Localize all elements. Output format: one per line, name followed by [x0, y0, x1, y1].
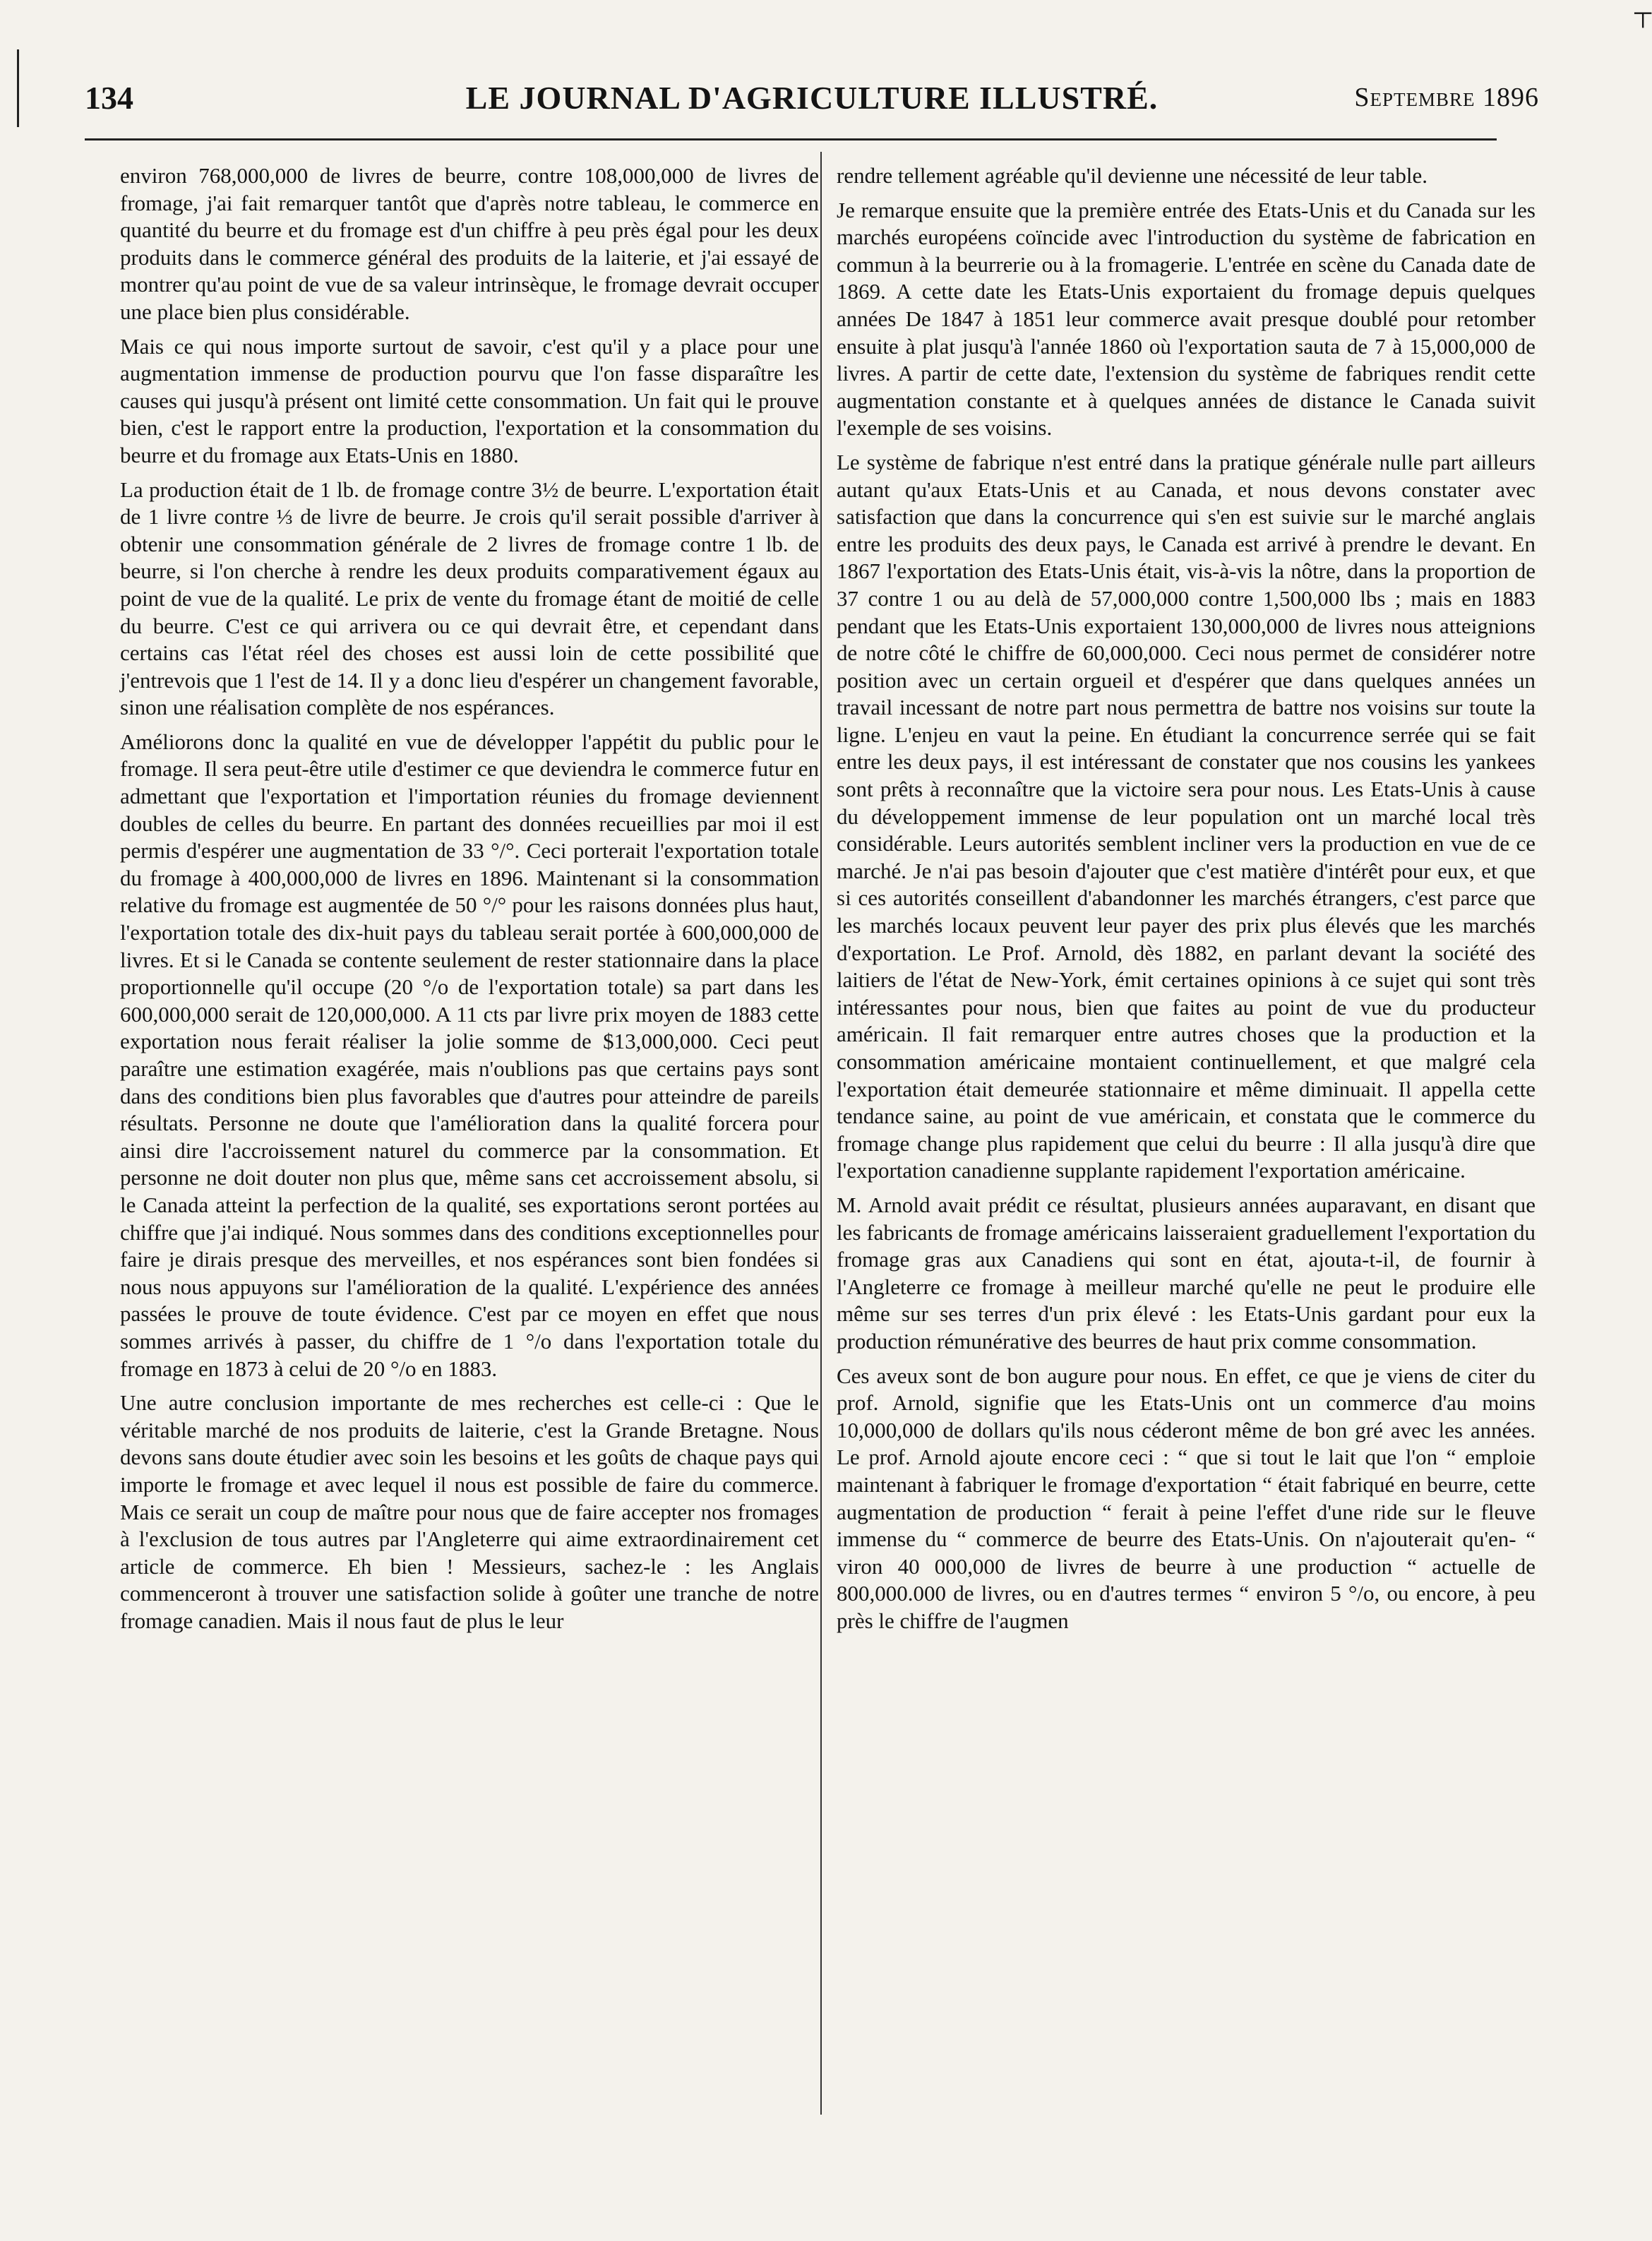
paragraph: Mais ce qui nous importe surtout de savoir, c'est qu'il y a place pour une augmentation immense de production pourvu que l'on fasse disparaître les causes qui jusqu'à présent ont limité cette consommation. Un fait qui le prouve bien, c'est le rapport entre la production, l'exportation et la consommation du beurre et du fromage aux Etats-Unis en 1880.: [120, 333, 819, 467]
paragraph: M. Arnold avait prédit ce résultat, plusieurs années auparavant, en disant que les fabricants de fromage américains laisseraient graduellement l'exportation du fromage gras aux Canadiens qui sont en état, ajouta-t-il, de fournir à l'Angleterre ce fromage à meilleur marché qu'elle ne peut le produire elle même sur ses terres d'un prix élevé : les Etats-Unis gardant pour eux la production rémunérative des beurres de haut prix comme consommation.: [837, 1192, 1536, 1353]
paragraph: environ 768,000,000 de livres de beurre, contre 108,000,000 de livres de fromage, j'ai fait remarquer tantôt que d'après notre tableau, le commerce en quantité du beurre et du fromage est d'un chiffre à peu près égal pour les deux produits dans le commerce général des produits de la laiterie, et j'ai essayé de montrer qu'au point de vue de sa valeur intrinsèque, le fromage devrait occuper une place bien plus considérable.: [120, 163, 819, 324]
scan-corner-mark: ┬: [1634, 0, 1652, 26]
header-rule: [85, 138, 1497, 141]
paragraph: Ces aveux sont de bon augure pour nous. En effet, ce que je viens de citer du prof. Arnold, signifie que les Etats-Unis ont un commerce d'au moins 10,000,000 de dollars qu'ils nous céderont même de bon gré avec les années. Le prof. Arnold ajoute encore ceci : “ que si tout le lait que l'on “ emploie maintenant à fabriquer le fromage d'exportation “ était fabriqué en beurre, cette augmentation de production “ ferait à peine l'effet d'une ride sur le fleuve immense du “ commerce de beurre des Etats-Unis. On n'ajouterait qu'en- “ viron 40 000,000 de livres de beurre à une production “ actuelle de 800,000.000 de livres, ou en d'autres termes “ environ 5 °/o, ou encore, à peu près le chiffre de l'augmen: [837, 1363, 1536, 1633]
paragraph: Le système de fabrique n'est entré dans la pratique générale nulle part ailleurs autant qu'aux Etats-Unis et au Canada, et nous devons constater avec satisfaction que dans la concurrence qui s'en est suivie sur le marché anglais entre les produits des deux pays, le Canada est arrivé à prendre le devant. En 1867 l'exportation des Etats-Unis était, vis-à-vis la nôtre, dans la proportion de 37 contre 1 ou au delà de 57,000,000 contre 1,500,000 lbs ; mais en 1883 pendant que les Etats-Unis exportaient 130,000,000 de livres nous atteignions de notre côté le chiffre de 60,000,000. Ceci nous permet de considérer notre position avec un certain orgueil et d'espérer que dans quelques années un travail incessant de notre part nous permettra de battre nos voisins sur toute la ligne. L'enjeu en vaut la peine. En étudiant la concurrence serrée qui se fait entre les deux pays, il est intéressant de constater que nos cousins les yankees sont prêts à reconnaître que la victoire sera pour nous. Les Etats-Unis à cause du développement immense de leur population ont un marché local très considérable. Leurs autorités semblent incliner vers la production en vue de ce marché. Je n'ai pas besoin d'ajouter que c'est matière d'intérêt pour eux, et que si ces autorités conseillent d'abandonner les marchés étrangers, c'est parce que les marchés locaux peuvent leur payer des prix plus élevés que les marchés d'exportation. Le Prof. Arnold, dès 1882, en parlant devant la société des laitiers de l'état de New-York, émit certaines opinions à ce sujet qui sont très intéressantes pour nous, bien que faites au point de vue du producteur américain. Il fait remarquer entre autres choses que la production et la consommation américaine montaient continuellement, et que malgré cela l'exportation était demeurée stationnaire et même diminuait. Il appella cette tendance saine, au point de vue américain, et constata que le commerce du fromage change plus rapidement que celui du beurre : Il alla jusqu'à dire que l'exportation canadienne supplante rapidement l'exportation américaine.: [837, 449, 1536, 1183]
scan-margin-mark: [17, 49, 19, 127]
paragraph: Améliorons donc la qualité en vue de développer l'appétit du public pour le fromage. Il sera peut-être utile d'estimer ce que deviendra le commerce futur en admettant que l'exportation et l'importation réunies du fromage deviennent doubles de celles du beurre. En partant des données recueillies par moi il est permis d'espérer une augmentation de 33 °/°. Ceci porterait l'exportation totale du fromage à 400,000,000 de livres en 1896. Maintenant si la consommation relative du fromage est augmentée de 50 °/° pour les raisons données plus haut, l'exportation totale des dix-huit pays du tableau serait portée à 600,000,000 de livres. Et si le Canada se contente seulement de rester stationnaire dans la place proportionnelle qu'il occupe (20 °/o de l'exportation totale) sa part dans les 600,000,000 serait de 120,000,000. A 11 cts par livre prix moyen de 1883 cette exportation nous ferait réaliser la jolie somme de $13,000,000. Ceci peut paraître une estimation exagérée, mais n'oublions pas que certains pays sont dans des conditions bien plus favorables que d'autres pour atteindre de pareils résultats. Personne ne doute que l'amélioration dans la qualité forcera pour ainsi dire l'accroissement naturel du commerce par la consommation. Et personne ne doit douter non plus que, même sans cet accroissement absolu, si le Canada atteint la perfection de la qualité, ses exportations seront portées au chiffre que j'ai indiqué. Nous sommes dans des conditions exceptionnelles pour faire je dirais presque des merveilles, et nos espérances sont bien fondées si nous nous appuyons sur l'amélioration de la qualité. L'expérience des années passées le prouve de toute évidence. C'est par ce moyen en effet que nous sommes arrivés à passer, du chiffre de 1 °/o dans l'exportation totale du fromage en 1873 à celui de 20 °/o en 1883.: [120, 729, 819, 1381]
paragraph: La production était de 1 lb. de fromage contre 3½ de beurre. L'exportation était de 1 livre contre ⅓ de livre de beurre. Je crois qu'il serait possible d'arriver à obtenir une consommation générale de 2 livres de fromage contre 1 lb. de beurre, si l'on cherche à rendre les deux produits comparativement égaux au point de vue de la qualité. Le prix de vente du fromage étant de moitié de celle du beurre. C'est ce qui arrivera ou ce qui devrait être, et cependant dans certains cas l'état réel des choses est aussi loin de cette possibilité que j'entrevois que 1 l'est de 14. Il y a donc lieu d'espérer un changement favorable, sinon une réalisation complète de nos espérances.: [120, 477, 819, 720]
issue-date: Septembre 1896: [1354, 83, 1539, 112]
column-divider: [820, 152, 822, 2115]
paragraph: rendre tellement agréable qu'il devienne une nécessité de leur table.: [837, 163, 1428, 188]
journal-title: LE JOURNAL D'AGRICULTURE ILLUSTRÉ.: [465, 80, 1159, 116]
left-column: [120, 162, 819, 1642]
paragraph: Une autre conclusion importante de mes recherches est celle-ci : Que le véritable marché de nos produits de laiterie, c'est la Grande Bretagne. Nous devons sans doute étudier avec soin les besoins et les goûts de chaque pays qui importe le fromage et avec lequel il nous est possible de faire du commerce. Mais ce serait un coup de maître pour nous que de faire accepter nos fromages à l'exclusion de tous autres par l'Angleterre qui aime extraordinairement cet article de commerce. Eh bien ! Messieurs, sachez-le : les Anglais commenceront à trouver une satisfaction solide à goûter une tranche de notre fromage canadien. Mais il nous faut de plus le leur: [120, 1390, 819, 1633]
page-number: 134: [85, 80, 133, 116]
page-header: [85, 79, 1539, 121]
paragraph: Je remarque ensuite que la première entrée des Etats-Unis et du Canada sur les marchés européens coïncide avec l'introduction du système de fabrication en commun à la beurrerie ou à la fromagerie. L'entrée en scène du Canada date de 1869. A cette date les Etats-Unis exportaient du fromage depuis quelques années De 1847 à 1851 leur commerce avait presque doublé pour retomber ensuite à plat jusqu'à l'année 1860 où l'exportation sauta de 7 à 15,000,000 de livres. A partir de cette date, l'extension du système de fabriques rendit cette augmentation constante et à quelques années de distance le Canada suivit l'exemple de ses voisins.: [837, 197, 1536, 441]
right-column: [837, 162, 1536, 1642]
